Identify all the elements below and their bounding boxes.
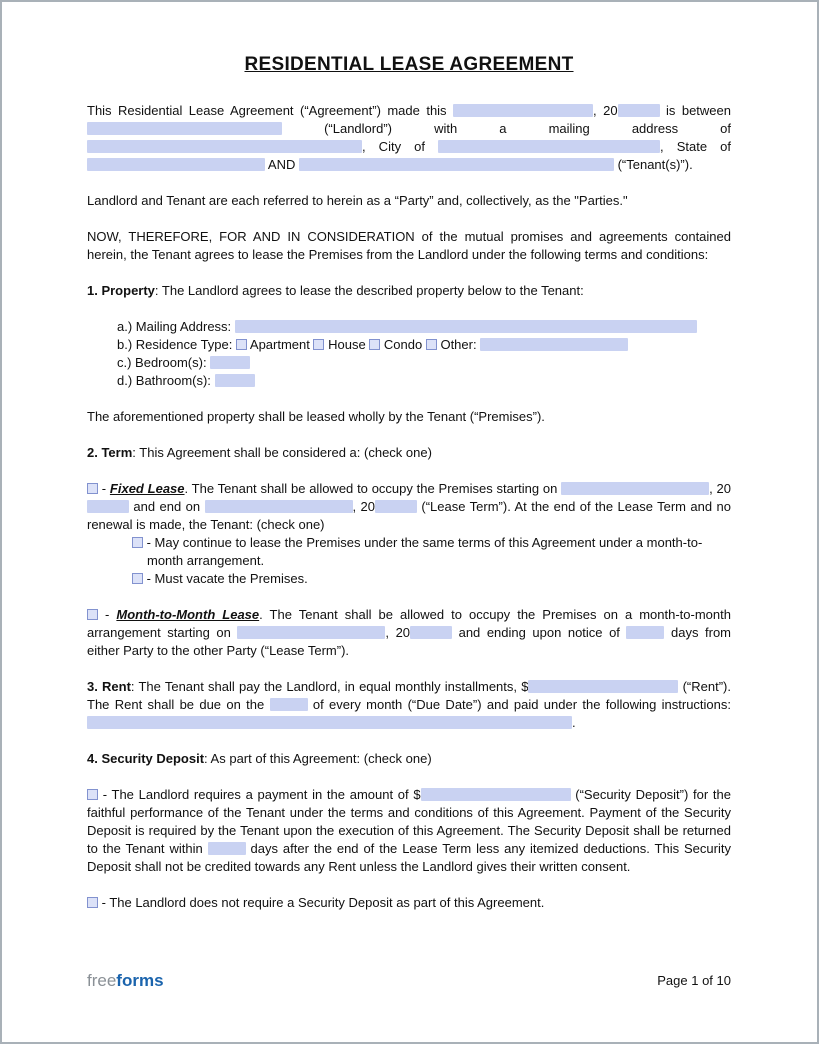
text-run: Landlord and Tenant are each referred to herein as a “Party” and, collectively, as the "Parties." xyxy=(87,193,628,208)
agreement-date-field[interactable] xyxy=(453,104,593,117)
residence-type-item xyxy=(117,336,731,354)
document-content xyxy=(87,54,731,912)
fixed-lease-end-year-field[interactable] xyxy=(375,500,417,513)
page-number: Page 1 of 10 xyxy=(657,973,731,988)
continue-month-to-month-checkbox[interactable] xyxy=(132,537,143,548)
rent-paragraph xyxy=(87,678,731,732)
text-run: This Residential Lease Agreement (“Agreement”) made this xyxy=(87,103,454,118)
text-run: (“Rent”). The Rent shall be due on the xyxy=(87,679,731,712)
text-run: - xyxy=(98,607,117,622)
text-run: : The Tenant shall pay the Landlord, in equal monthly installments, $ xyxy=(130,679,529,694)
text-run: , State of xyxy=(660,139,731,154)
emphasized-text-run: Month-to-Month Lease xyxy=(116,607,260,622)
parties-paragraph xyxy=(87,192,731,210)
text-run: (“Lease Term”). At the end of the Lease Term and no renewal is made, the Tenant: (check one) xyxy=(87,499,731,532)
text-run: House xyxy=(324,337,370,352)
text-run: days from either Party to the other Party (“Lease Term”). xyxy=(87,625,732,658)
text-run: The aforementioned property shall be leased wholly by the Tenant (“Premises”). xyxy=(87,409,545,424)
fixed-lease-start-date-field[interactable] xyxy=(561,482,709,495)
text-run: AND xyxy=(265,157,299,172)
text-run: NOW, THEREFORE, FOR AND IN CONSIDERATION of the mutual promises and agreements contained herein, the Tenant agrees to lease the Premises from the Landlord under the following terms and conditions: xyxy=(87,229,731,262)
fixed-lease-paragraph xyxy=(87,480,731,534)
security-deposit-amount-field[interactable] xyxy=(421,788,571,801)
bedrooms-field[interactable] xyxy=(210,356,250,369)
property-mailing-address-field[interactable] xyxy=(235,320,697,333)
continue-lease-option xyxy=(132,534,731,570)
document-body xyxy=(87,102,731,912)
text-run: - Must vacate the Premises. xyxy=(143,571,308,586)
text-run: : This Agreement shall be considered a: (check one) xyxy=(132,445,432,460)
freeforms-logo xyxy=(87,972,164,990)
text-run: is between xyxy=(659,103,731,118)
tenant-name-field[interactable] xyxy=(299,158,614,171)
text-run: , 20 xyxy=(385,625,411,640)
text-run: Other: xyxy=(436,337,481,352)
rent-due-day-field[interactable] xyxy=(270,698,308,711)
bathrooms-field[interactable] xyxy=(215,374,255,387)
bold-text-run: 1. Property xyxy=(87,283,155,298)
document-title: RESIDENTIAL LEASE AGREEMENT xyxy=(244,54,574,75)
fixed-lease-checkbox[interactable] xyxy=(87,483,98,494)
security-deposit-required-checkbox[interactable] xyxy=(87,789,98,800)
text-run: , 20 xyxy=(709,481,731,496)
apartment-checkbox[interactable] xyxy=(236,339,247,350)
consideration-paragraph xyxy=(87,228,731,264)
text-run: Condo xyxy=(380,337,426,352)
bedrooms-item xyxy=(117,354,731,372)
condo-checkbox[interactable] xyxy=(369,339,380,350)
text-run: - May continue to lease the Premises under the same terms of this Agreement under a month-to-month arrangement. xyxy=(143,535,703,568)
logo-forms-text: forms xyxy=(116,971,164,990)
landlord-city-field[interactable] xyxy=(438,140,660,153)
text-run: - xyxy=(98,481,110,496)
text-run: (“Landlord”) with a mailing address of xyxy=(282,121,731,136)
logo-free-text: free xyxy=(87,971,117,990)
intro-paragraph xyxy=(87,102,731,174)
bold-text-run: 4. Security Deposit xyxy=(87,751,205,766)
premises-paragraph xyxy=(87,408,731,426)
text-run: . The Tenant shall be allowed to occupy the Premises on a month-to-month arrangement starting on xyxy=(87,607,731,640)
vacate-option xyxy=(132,570,731,588)
payment-instructions-field[interactable] xyxy=(87,716,572,729)
bold-text-run: 3. Rent xyxy=(87,679,131,694)
text-run: . The Tenant shall be allowed to occupy the Premises starting on xyxy=(184,481,562,496)
text-run: c.) Bedroom(s): xyxy=(117,355,211,370)
no-security-deposit-checkbox[interactable] xyxy=(87,897,98,908)
text-run: b.) Residence Type: xyxy=(117,337,236,352)
mtm-notice-days-field[interactable] xyxy=(626,626,664,639)
mailing-address-item xyxy=(117,318,731,336)
text-run: a.) Mailing Address: xyxy=(117,319,235,334)
bold-text-run: 2. Term xyxy=(87,445,133,460)
month-to-month-paragraph xyxy=(87,606,731,660)
no-security-deposit-paragraph xyxy=(87,894,731,912)
agreement-year-field[interactable] xyxy=(618,104,660,117)
landlord-mailing-address-field[interactable] xyxy=(87,140,362,153)
text-run: : The Landlord agrees to lease the described property below to the Tenant: xyxy=(154,283,584,298)
mtm-start-year-field[interactable] xyxy=(410,626,452,639)
other-residence-checkbox[interactable] xyxy=(426,339,437,350)
rent-amount-field[interactable] xyxy=(528,680,678,693)
landlord-name-field[interactable] xyxy=(87,122,282,135)
fixed-lease-start-year-field[interactable] xyxy=(87,500,129,513)
text-run: . xyxy=(572,715,576,730)
text-run: (“Tenant(s)”). xyxy=(613,157,693,172)
text-run: Apartment xyxy=(247,337,314,352)
text-run: , City of xyxy=(362,139,439,154)
text-run: and end on xyxy=(129,499,205,514)
fixed-lease-end-date-field[interactable] xyxy=(205,500,353,513)
text-run: and ending upon notice of xyxy=(452,625,627,640)
text-run: - The Landlord does not require a Security Deposit as part of this Agreement. xyxy=(98,895,545,910)
residence-type-other-field[interactable] xyxy=(480,338,628,351)
emphasized-text-run: Fixed Lease xyxy=(109,481,185,496)
house-checkbox[interactable] xyxy=(313,339,324,350)
month-to-month-lease-checkbox[interactable] xyxy=(87,609,98,620)
deposit-return-days-field[interactable] xyxy=(208,842,246,855)
term-section-heading xyxy=(87,444,731,462)
text-run: : As part of this Agreement: (check one) xyxy=(204,751,432,766)
must-vacate-checkbox[interactable] xyxy=(132,573,143,584)
landlord-state-field[interactable] xyxy=(87,158,265,171)
security-deposit-section-heading xyxy=(87,750,731,768)
security-deposit-required-paragraph xyxy=(87,786,731,876)
text-run: , 20 xyxy=(593,103,618,118)
text-run: days after the end of the Lease Term less any itemized deductions. This Security Deposit shall not be credited towards any Rent unless the Landlord gives their written consent. xyxy=(87,841,731,874)
property-section-heading xyxy=(87,282,731,300)
text-run: of every month (“Due Date”) and paid under the following instructions: xyxy=(307,697,732,712)
bathrooms-item xyxy=(117,372,731,390)
text-run: , 20 xyxy=(352,499,375,514)
mtm-start-date-field[interactable] xyxy=(237,626,385,639)
text-run: (“Security Deposit”) for the faithful performance of the Tenant under the terms and conditions of this Agreement. Payment of the Security Deposit is required by the Tenant upon the execution of this Agreement. The Security Deposit shall be returned to the Tenant within xyxy=(87,787,731,856)
text-run: - The Landlord requires a payment in the amount of $ xyxy=(98,787,421,802)
text-run: d.) Bathroom(s): xyxy=(117,373,215,388)
page-footer xyxy=(87,972,731,990)
